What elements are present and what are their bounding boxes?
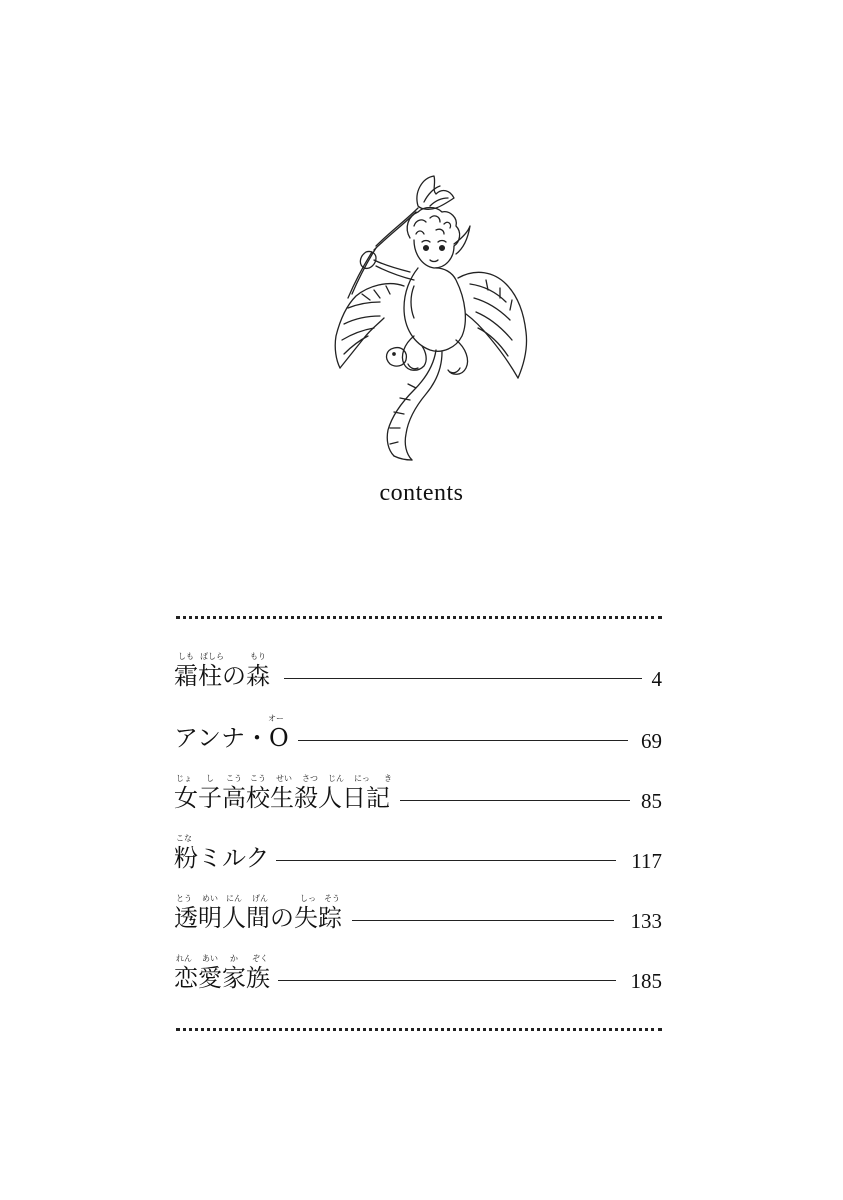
ruby-text: そう [324,894,340,903]
ruby-text: めい [202,894,218,903]
toc-title[interactable]: 恋愛家族 [174,964,270,992]
dotted-rule-top [176,616,662,619]
toc-title[interactable]: 霜柱の森 [174,662,270,690]
toc-page-number: 185 [630,969,662,993]
ruby-text: じん [328,774,344,783]
ruby-text: さつ [302,774,318,783]
toc-leader-line [352,920,614,921]
toc-title[interactable]: 女子高校生殺人日記 [174,784,390,812]
toc-page-number: 4 [651,667,662,691]
ruby-text: オー [268,714,284,723]
toc-title[interactable]: 粉ミルク [174,844,270,872]
ruby-text: こう [226,774,242,783]
ruby-text: しも [178,652,194,661]
ruby-text: とう [176,894,192,903]
toc-page-number: 117 [631,849,662,873]
toc-leader-line [278,980,616,981]
toc-entry[interactable] [174,714,662,754]
ruby-text: もり [250,652,266,661]
toc-title[interactable]: アンナ・O [174,724,289,752]
ruby-text: じょ [176,774,192,783]
ruby-text: あい [202,954,218,963]
toc-page-number: 85 [641,789,662,813]
ruby-text: しっ [300,894,316,903]
toc-entry[interactable] [174,774,662,814]
ruby-text: ぞく [252,954,268,963]
ruby-text: こな [176,834,192,843]
toc-entry[interactable] [174,652,662,692]
toc-leader-line [400,800,630,801]
toc-page-number: 69 [641,729,662,753]
toc-title[interactable]: 透明人間の失踪 [174,904,342,932]
ruby-text: れん [176,954,192,963]
toc-leader-line [276,860,616,861]
dotted-rule-bottom [176,1028,662,1031]
ruby-text: ばしら [200,652,224,661]
ruby-text: せい [276,774,292,783]
toc-leader-line [298,740,628,741]
ruby-text: か [230,954,238,963]
toc-page-number: 133 [630,909,662,933]
toc-leader-line [284,678,642,679]
contents-heading: contents [379,480,464,506]
ruby-text: し [206,774,214,783]
ruby-text: き [384,774,392,783]
ruby-text: げん [252,894,268,903]
ruby-text: にっ [354,774,370,783]
cherub-illustration [318,168,534,468]
ruby-text: こう [250,774,266,783]
ruby-text: にん [226,894,242,903]
toc-entry[interactable] [174,834,662,874]
toc-entry[interactable] [174,954,662,994]
toc-entry[interactable] [174,894,662,934]
